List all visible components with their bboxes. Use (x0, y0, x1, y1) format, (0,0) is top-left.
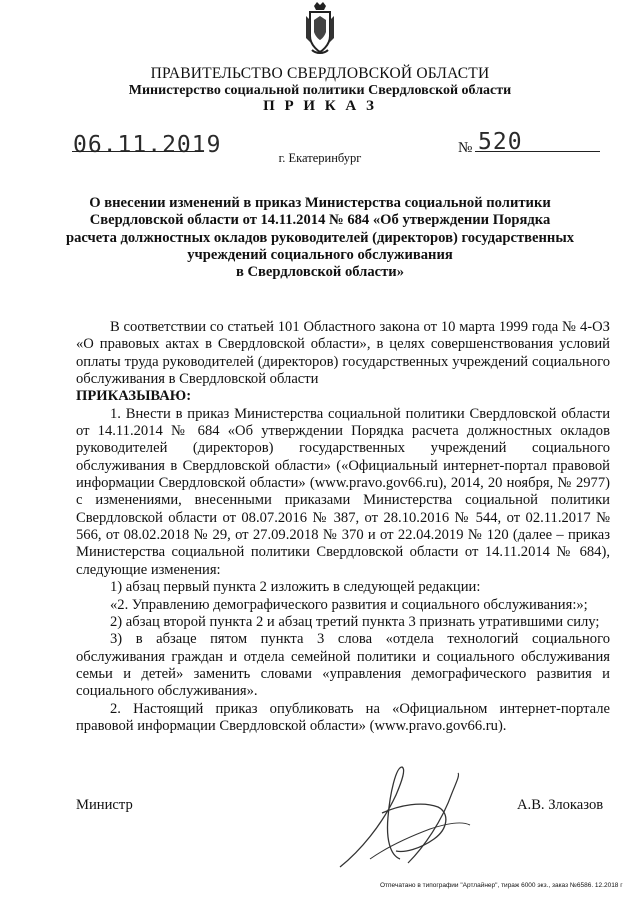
title-line: расчета должностных окладов руководителей (директоров) государственных (65, 229, 575, 246)
number-sign: № (458, 140, 473, 156)
item-1-paragraph: 1. Внести в приказ Министерства социальной политики Свердловской области от 14.11.2014 № 684 «Об утверждении Порядка расчета должностных окладов руководителей (директоров) государственных учреждений социального обслуживания в Свердловской области» («Официальный интернет-портал правовой информации Свердловской области» (www.pravo.gov66.ru), 2014, 20 ноября, № 2977) с изменениями, внесенными приказами Министерства социальной политики Свердловской области от 08.07.2016 № 387, от 28.10.2016 № 544, от 02.11.2017 № 566, от 08.02.2018 № 29, от 27.09.2018 № 370 и от 22.04.2019 № 120 (далее – приказ Министерства социальной политики Свердловской области от 14.11.2014 № 684), следующие изменения: (76, 405, 610, 578)
subitem-1-paragraph: 1) абзац первый пункта 2 изложить в следующей редакции: (110, 579, 481, 596)
order-directive: ПРИКАЗЫВАЮ: (76, 388, 192, 405)
preamble-paragraph: В соответствии со статьей 101 Областного закона от 10 марта 1999 года № 4-ОЗ «О правовых актах в Свердловской области», в целях совершенствования условий оплаты труда руководителей (директоров) государственных учреждений социального обслуживания в Свердловской области (76, 319, 610, 388)
title-line: учреждений социального обслуживания (187, 246, 453, 263)
coat-of-arms-icon (300, 2, 340, 56)
printer-note: Отпечатано в типографии "Артлайнер", тираж 6000 экз., заказ №6586. 12.2018 г (380, 882, 623, 889)
title-line: в Свердловской области» (235, 264, 405, 281)
signatory-position: Министр (76, 797, 133, 813)
document-type: П Р И К А З (263, 98, 377, 114)
handwritten-signature (330, 755, 500, 875)
order-number: 520 (478, 129, 523, 155)
order-body (76, 319, 610, 735)
title-line: О внесении изменений в приказ Министерства социальной политики (89, 195, 551, 211)
item-2-paragraph: 2. Настоящий приказ опубликовать на «Официальном интернет-портале правовой информации Свердловской области» (www.pravo.gov66.ru). (76, 700, 610, 734)
signatory-name: А.В. Злоказов (517, 797, 604, 813)
title-line: Свердловской области от 14.11.2014 № 684 «Об утверждении Порядка (89, 212, 551, 229)
subitem-2-paragraph: 2) абзац второй пункта 2 и абзац третий пункта 3 признать утратившими силу; (110, 613, 600, 630)
government-title: ПРАВИТЕЛЬСТВО СВЕРДЛОВСКОЙ ОБЛАСТИ (150, 65, 490, 82)
order-date: 06.11.2019 (73, 132, 222, 158)
subitem-1-quote: «2. Управлению демографического развития и социального обслуживания:»; (110, 596, 588, 613)
city: г. Екатеринбург (278, 151, 362, 165)
subitem-3-paragraph: 3) в абзаце пятом пункта 3 слова «отдела технологий социального обслуживания граждан и отдела семейной политики и социального обслуживания семьи и детей» заменить словами «управления демографического развития и социального обслуживания». (76, 631, 610, 700)
order-title (40, 195, 600, 281)
ministry-title: Министерство социальной политики Свердловской области (128, 83, 512, 98)
